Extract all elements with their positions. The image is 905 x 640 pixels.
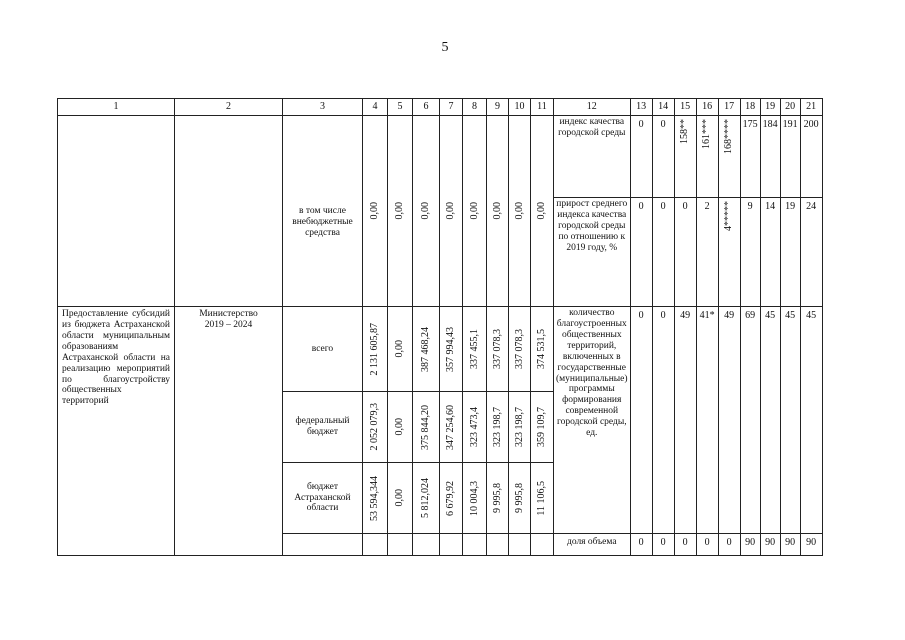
indicator-value: 0 xyxy=(630,534,652,556)
amount-cell xyxy=(463,463,487,534)
amount-cell xyxy=(440,392,463,463)
indicator-label: индекс качества городской среды xyxy=(554,116,631,198)
amount-value: 5 812,024 xyxy=(420,478,432,518)
amount-cell xyxy=(388,392,413,463)
source-cell xyxy=(283,392,363,463)
amount-cell xyxy=(388,116,413,307)
amount-cell xyxy=(509,463,531,534)
amount-cell xyxy=(509,116,531,307)
col-header: 5 xyxy=(388,99,413,116)
indicator-value: 45 xyxy=(800,307,822,534)
source-cell-empty xyxy=(283,534,363,556)
indicator-value: 14 xyxy=(760,198,780,307)
amount-cell xyxy=(531,116,554,307)
indicator-value: 90 xyxy=(780,534,800,556)
amount-cell-empty xyxy=(509,534,531,556)
indicator-value: 45 xyxy=(760,307,780,534)
amount-cell-empty xyxy=(363,534,388,556)
amount-cell-empty xyxy=(531,534,554,556)
amount-cell xyxy=(440,307,463,392)
col-header: 17 xyxy=(718,99,740,116)
amount-value: 374 531,5 xyxy=(536,329,548,369)
col-header: 8 xyxy=(463,99,487,116)
amount-cell-empty xyxy=(487,534,509,556)
col-header: 19 xyxy=(760,99,780,116)
amount-value: 0,00 xyxy=(394,340,406,358)
indicator-value: 49 xyxy=(674,307,696,534)
col-header: 7 xyxy=(440,99,463,116)
executor-cell xyxy=(175,307,283,556)
indicator-value: 0 xyxy=(652,116,674,198)
amount-cell xyxy=(440,116,463,307)
amount-value: 6 679,92 xyxy=(445,480,457,516)
amount-value: 0,00 xyxy=(369,202,381,220)
amount-value: 0,00 xyxy=(394,202,406,220)
source-label: всего xyxy=(311,343,334,354)
amount-cell xyxy=(487,307,509,392)
source-cell xyxy=(283,463,363,534)
amount-cell xyxy=(363,307,388,392)
indicator-value: 90 xyxy=(760,534,780,556)
indicator-value: 0 xyxy=(718,534,740,556)
amount-value: 0,00 xyxy=(394,418,406,436)
indicator-value: 0 xyxy=(674,534,696,556)
amount-cell xyxy=(388,463,413,534)
indicator-value: 24 xyxy=(800,198,822,307)
indicator-value: 0 xyxy=(630,198,652,307)
indicator-value: 19 xyxy=(780,198,800,307)
amount-value: 10 004,3 xyxy=(468,480,480,516)
program-table xyxy=(57,98,823,556)
indicator-value: 0 xyxy=(652,307,674,534)
amount-cell xyxy=(440,463,463,534)
amount-value: 357 994,43 xyxy=(445,326,457,372)
amount-value: 375 844,20 xyxy=(420,404,432,450)
col-header: 9 xyxy=(487,99,509,116)
amount-cell xyxy=(487,392,509,463)
amount-value: 0,00 xyxy=(420,202,432,220)
amount-value: 0,00 xyxy=(394,489,406,507)
table-row xyxy=(58,307,823,392)
amount-cell-empty xyxy=(413,534,440,556)
amount-cell-empty xyxy=(388,534,413,556)
amount-cell xyxy=(531,307,554,392)
indicator-value: 0 xyxy=(674,198,696,307)
amount-value: 387 468,24 xyxy=(420,326,432,372)
amount-cell xyxy=(531,463,554,534)
indicator-value: 49 xyxy=(718,307,740,534)
col-header: 18 xyxy=(740,99,760,116)
indicator-label: прирост среднего индекса качества городской среды по отношению к 2019 году, % xyxy=(554,198,631,307)
executor-text: Министерство 2019 – 2024 xyxy=(199,309,258,330)
indicator-value: 161*** xyxy=(696,116,718,198)
amount-cell xyxy=(363,463,388,534)
col-header: 12 xyxy=(554,99,631,116)
indicator-value: 184 xyxy=(760,116,780,198)
amount-cell xyxy=(487,463,509,534)
amount-cell xyxy=(509,307,531,392)
col-header: 15 xyxy=(674,99,696,116)
col-header: 10 xyxy=(509,99,531,116)
col-header: 11 xyxy=(531,99,554,116)
amount-value: 53 594,344 xyxy=(369,475,381,521)
indicator-value: 45 xyxy=(780,307,800,534)
amount-cell xyxy=(388,307,413,392)
amount-value: 323 473,4 xyxy=(468,407,480,447)
amount-cell xyxy=(509,392,531,463)
amount-cell xyxy=(463,392,487,463)
col-header: 20 xyxy=(780,99,800,116)
amount-cell xyxy=(487,116,509,307)
amount-cell xyxy=(413,392,440,463)
amount-value: 323 198,7 xyxy=(491,407,503,447)
col-header: 16 xyxy=(696,99,718,116)
amount-value: 9 995,8 xyxy=(513,483,525,513)
amount-value: 337 078,3 xyxy=(513,329,525,369)
amount-cell xyxy=(463,116,487,307)
amount-value: 2 131 605,87 xyxy=(369,322,381,376)
indicator-value: 2 xyxy=(696,198,718,307)
source-label: федеральный бюджет xyxy=(295,416,350,437)
amount-cell xyxy=(413,307,440,392)
source-cell xyxy=(283,116,363,307)
amount-cell xyxy=(363,392,388,463)
indicator-value: 41* xyxy=(696,307,718,534)
amount-cell xyxy=(463,307,487,392)
amount-value: 323 198,7 xyxy=(513,407,525,447)
indicator-value: 9 xyxy=(740,198,760,307)
indicator-value: 168**** xyxy=(718,116,740,198)
indicator-value: 200 xyxy=(800,116,822,198)
col-header: 2 xyxy=(175,99,283,116)
indicator-value: 4***** xyxy=(718,198,740,307)
amount-value: 337 455,1 xyxy=(468,329,480,369)
page-number: 5 xyxy=(441,40,449,55)
indicator-label: количество благоустроенных общественных территорий, включенных в государственные (муниципальные) программы формирования современной городской среды, ед. xyxy=(554,307,631,534)
indicator-value: 0 xyxy=(696,534,718,556)
amount-cell-empty xyxy=(440,534,463,556)
source-cell xyxy=(283,307,363,392)
indicator-value: 0 xyxy=(630,116,652,198)
measure-text: Предоставление субсидий из бюджета Астраханской области муниципальным образованиям Астраханской области на реализацию мероприятий по благоустройству общественных территорий xyxy=(62,309,170,407)
col-header: 14 xyxy=(652,99,674,116)
col-header: 1 xyxy=(58,99,175,116)
amount-value: 337 078,3 xyxy=(491,329,503,369)
measure-cell xyxy=(58,307,175,556)
column-header-row xyxy=(58,99,823,116)
source-label: бюджет Астраханской области xyxy=(294,481,351,514)
indicator-value: 90 xyxy=(740,534,760,556)
indicator-value: 158** xyxy=(674,116,696,198)
indicator-value: 191 xyxy=(780,116,800,198)
executor-cell-empty xyxy=(175,116,283,307)
indicator-value: 69 xyxy=(740,307,760,534)
amount-cell xyxy=(413,116,440,307)
indicator-value: 175 xyxy=(740,116,760,198)
indicator-label: доля объема xyxy=(554,534,631,556)
table-row xyxy=(58,116,823,198)
col-header: 13 xyxy=(630,99,652,116)
indicator-value: 0 xyxy=(652,198,674,307)
col-header: 6 xyxy=(413,99,440,116)
amount-cell xyxy=(413,463,440,534)
indicator-value: 0 xyxy=(630,307,652,534)
amount-value: 0,00 xyxy=(445,202,457,220)
amount-cell xyxy=(363,116,388,307)
amount-value: 0,00 xyxy=(536,202,548,220)
amount-cell-empty xyxy=(463,534,487,556)
amount-value: 0,00 xyxy=(491,202,503,220)
indicator-value: 0 xyxy=(652,534,674,556)
amount-value: 9 995,8 xyxy=(491,483,503,513)
amount-value: 359 109,7 xyxy=(536,407,548,447)
col-header: 4 xyxy=(363,99,388,116)
col-header: 21 xyxy=(800,99,822,116)
source-label: в том числе внебюджетные средства xyxy=(292,206,353,238)
col-header: 3 xyxy=(283,99,363,116)
amount-value: 0,00 xyxy=(468,202,480,220)
indicator-value: 90 xyxy=(800,534,822,556)
amount-value: 0,00 xyxy=(513,202,525,220)
amount-cell xyxy=(531,392,554,463)
amount-value: 2 052 079,3 xyxy=(369,403,381,451)
measure-cell-empty xyxy=(58,116,175,307)
amount-value: 11 106,5 xyxy=(536,480,548,516)
amount-value: 347 254,60 xyxy=(445,404,457,450)
